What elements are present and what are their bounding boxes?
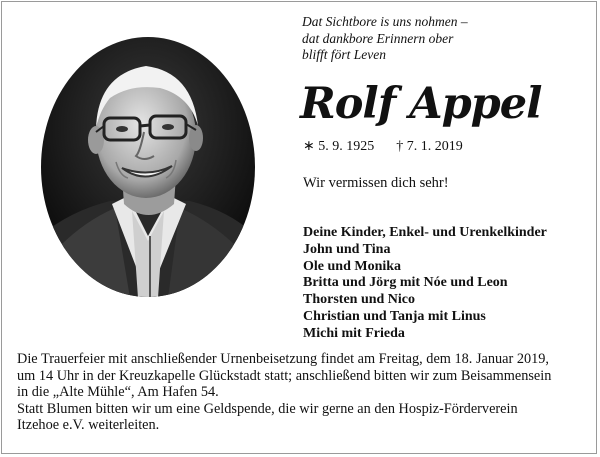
death-date: † 7. 1. 2019 [396, 139, 463, 154]
memorial-quote [302, 14, 582, 64]
quote-line: Dat Sichtbore is uns nohmen – [302, 14, 468, 29]
donation-line: Statt Blumen bitten wir um eine Geldspende, die wir gerne an den Hospiz-Förderverein [17, 400, 518, 417]
farewell-message: Wir vermissen dich sehr! [303, 175, 449, 191]
portrait-photo [40, 36, 256, 298]
life-dates [303, 138, 463, 155]
birth-date: ∗ 5. 9. 1925 [303, 139, 375, 154]
service-line: in die „Alte Mühle“, Am Hafen 54. [17, 384, 219, 400]
mourner-entry: Britta und Jörg mit Nóe und Leon [303, 275, 508, 291]
mourner-entry: Ole und Monika [303, 258, 402, 274]
quote-line: dat dankbore Erinnern ober [302, 30, 454, 46]
quote-line: blifft fört Leven [302, 47, 386, 62]
mourner-entry: John und Tina [303, 241, 391, 257]
mourner-entry: Thorsten und Nico [303, 292, 416, 308]
mourners-heading: Deine Kinder, Enkel- und Urenkelkinder [303, 225, 547, 240]
mourner-entry: Michi mit Frieda [303, 325, 405, 341]
funeral-service-info [17, 351, 587, 434]
service-line: um 14 Uhr in der Kreuzkapelle Glückstadt statt; anschließend bitten wir zum Beisammensein [17, 367, 552, 384]
service-line: Die Trauerfeier mit anschließender Urnenbeisetzung findet am Freitag, dem 18. Januar 2019, [17, 351, 550, 367]
mourner-entry: Christian und Tanja mit Linus [303, 308, 486, 324]
mourners-list [303, 225, 547, 343]
donation-line: Itzehoe e.V. weiterleiten. [17, 417, 160, 433]
deceased-name: Rolf Appel [300, 79, 542, 129]
